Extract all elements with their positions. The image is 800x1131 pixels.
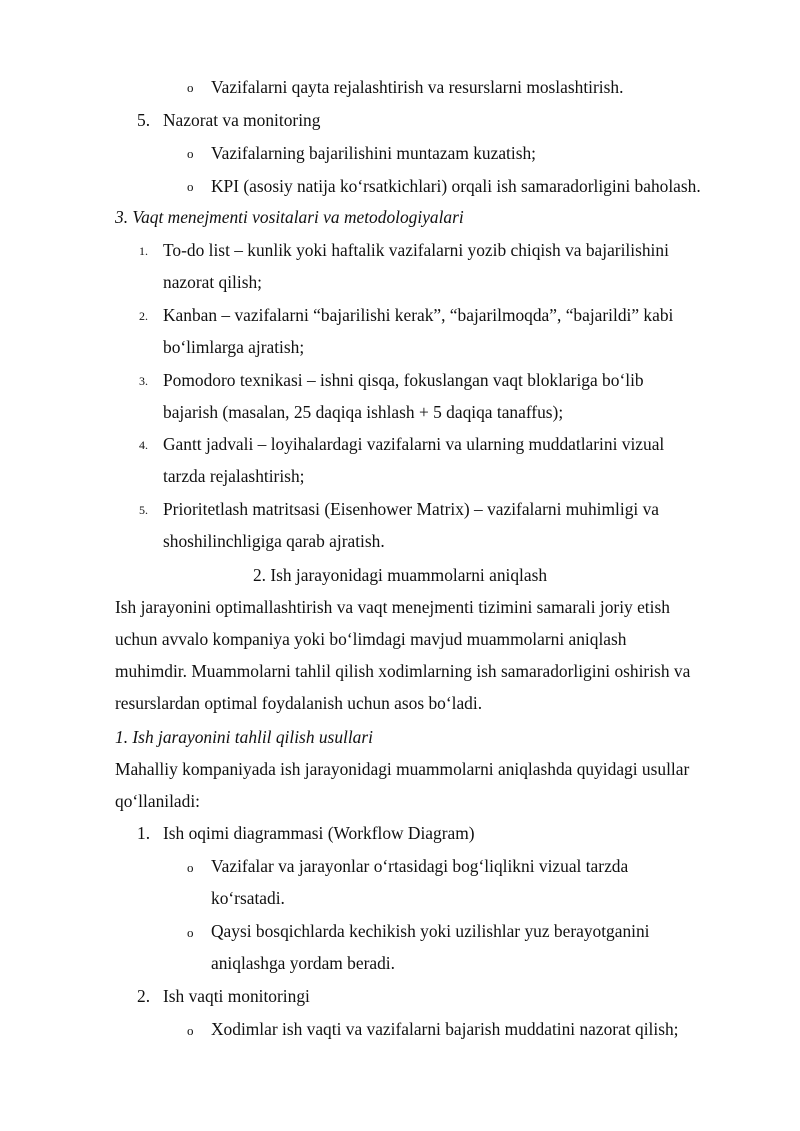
list-item: Pomodoro texnikasi – ishni qisqa, fokuslangan vaqt bloklariga bo‘lib: [163, 370, 644, 390]
list-subitem-continuation: ko‘rsatadi.: [211, 888, 285, 908]
section-heading: 3. Vaqt menejmenti vositalari va metodologiyalari: [115, 207, 464, 227]
list-number: 1.: [137, 823, 151, 843]
list-item-continuation: nazorat qilish;: [163, 272, 263, 292]
bullet-marker: o: [187, 179, 194, 194]
list-number: 1.: [139, 244, 148, 258]
list-subitem: KPI (asosiy natija ko‘rsatkichlari) orqali ish samaradorligini baholash.: [211, 176, 701, 196]
list-number: 2.: [137, 986, 151, 1006]
list-number: 4.: [139, 438, 148, 452]
list-subitem: Qaysi bosqichlarda kechikish yoki uzilishlar yuz berayotganini: [211, 921, 650, 941]
paragraph-line: Ish jarayonini optimallashtirish va vaqt menejmenti tizimini samarali joriy etish: [115, 597, 670, 617]
list-item: Ish oqimi diagrammasi (Workflow Diagram): [163, 823, 475, 843]
paragraph-line: Mahalliy kompaniyada ish jarayonidagi muammolarni aniqlashda quyidagi usullar: [115, 759, 690, 779]
list-item-continuation: tarzda rejalashtirish;: [163, 466, 305, 486]
list-item: Kanban – vazifalarni “bajarilishi kerak”, “bajarilmoqda”, “bajarildi” kabi: [163, 305, 674, 325]
list-number: 3.: [139, 374, 148, 388]
list-item: To-do list – kunlik yoki haftalik vazifalarni yozib chiqish va bajarilishini: [163, 240, 669, 260]
list-number: 2.: [139, 309, 148, 323]
paragraph-line: muhimdir. Muammolarni tahlil qilish xodimlarning ish samaradorligini oshirish va: [115, 661, 691, 681]
section-heading: 1. Ish jarayonini tahlil qilish usullari: [115, 727, 373, 747]
paragraph-line: qo‘llaniladi:: [115, 791, 201, 811]
bullet-marker: o: [187, 860, 194, 875]
list-item-continuation: bo‘limlarga ajratish;: [163, 337, 305, 357]
list-item-continuation: bajarish (masalan, 25 daqiqa ishlash + 5 daqiqa tanaffus);: [163, 402, 564, 422]
list-subitem-continuation: aniqlashga yordam beradi.: [211, 953, 395, 973]
list-number: 5.: [137, 110, 151, 130]
list-item: Prioritetlash matritsasi (Eisenhower Matrix) – vazifalarni muhimligi va: [163, 499, 659, 519]
chapter-title: 2. Ish jarayonidagi muammolarni aniqlash: [252, 565, 548, 585]
list-item: Nazorat va monitoring: [163, 110, 321, 130]
list-subitem: Vazifalarni qayta rejalashtirish va resurslarni moslashtirish.: [211, 77, 624, 97]
list-item-continuation: shoshilinchligiga qarab ajratish.: [163, 531, 385, 551]
paragraph-line: resurslardan optimal foydalanish uchun asos bo‘ladi.: [115, 693, 483, 713]
bullet-marker: o: [187, 80, 194, 95]
list-subitem: Vazifalar va jarayonlar o‘rtasidagi bog‘liqlikni vizual tarzda: [211, 856, 629, 876]
list-subitem: Vazifalarning bajarilishini muntazam kuzatish;: [211, 143, 537, 163]
list-item: Ish vaqti monitoringi: [163, 986, 310, 1006]
paragraph-line: uchun avvalo kompaniya yoki bo‘limdagi mavjud muammolarni aniqlash: [115, 629, 627, 649]
bullet-marker: o: [187, 1023, 194, 1038]
list-item: Gantt jadvali – loyihalardagi vazifalarni va ularning muddatlarini vizual: [163, 434, 665, 454]
list-number: 5.: [139, 503, 148, 517]
bullet-marker: o: [187, 146, 194, 161]
bullet-marker: o: [187, 925, 194, 940]
list-subitem: Xodimlar ish vaqti va vazifalarni bajarish muddatini nazorat qilish;: [211, 1019, 679, 1039]
